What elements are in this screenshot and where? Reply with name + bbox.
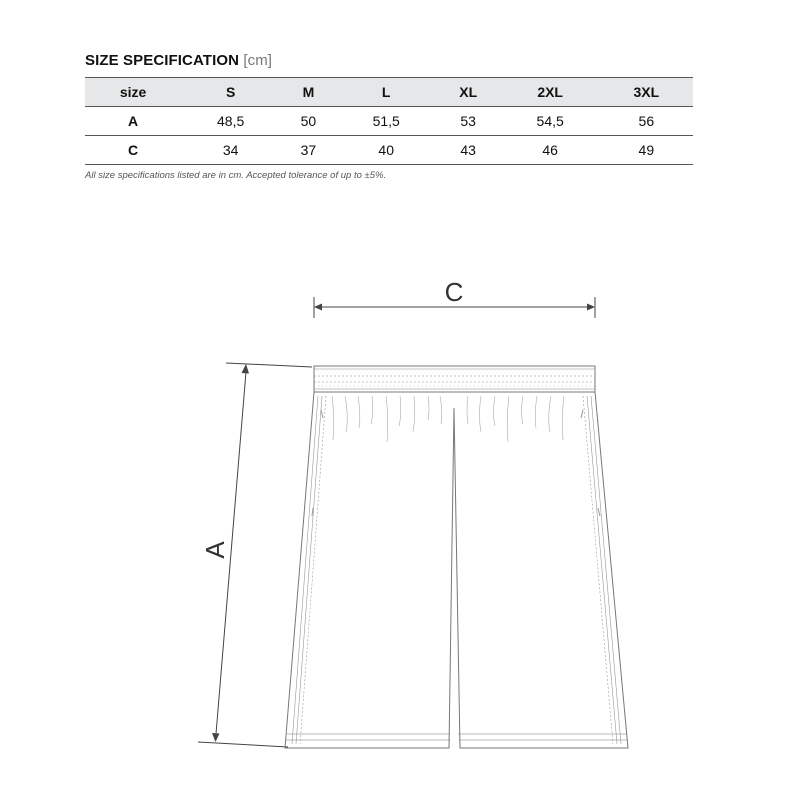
column-header: 3XL	[600, 78, 693, 107]
column-header: XL	[436, 78, 501, 107]
table-cell: 37	[280, 136, 337, 165]
table-cell: 40	[337, 136, 436, 165]
table-cell: 34	[181, 136, 280, 165]
table-cell: 53	[436, 107, 501, 136]
column-header: 2XL	[501, 78, 600, 107]
row-label: A	[85, 107, 181, 136]
table-cell: 43	[436, 136, 501, 165]
table-cell: 48,5	[181, 107, 280, 136]
table-cell: 49	[600, 136, 693, 165]
column-header: L	[337, 78, 436, 107]
table-cell: 56	[600, 107, 693, 136]
length-dimension-label: A	[200, 541, 230, 559]
column-header: size	[85, 78, 181, 107]
shorts-outline	[285, 392, 628, 748]
spec-title-text: SIZE SPECIFICATION	[85, 52, 240, 69]
column-header: S	[181, 78, 280, 107]
table-cell: 46	[501, 136, 600, 165]
waistband	[314, 366, 595, 392]
column-header: M	[280, 78, 337, 107]
table-cell: 51,5	[337, 107, 436, 136]
row-label: C	[85, 136, 181, 165]
width-dimension-label: C	[444, 277, 464, 307]
fabric-gathers	[332, 396, 564, 442]
table-cell: 54,5	[501, 107, 600, 136]
tolerance-note: All size specifications listed are in cm. Accepted tolerance of up to ±5%.	[85, 170, 387, 181]
spec-unit: [cm]	[243, 52, 273, 69]
table-cell: 50	[280, 107, 337, 136]
